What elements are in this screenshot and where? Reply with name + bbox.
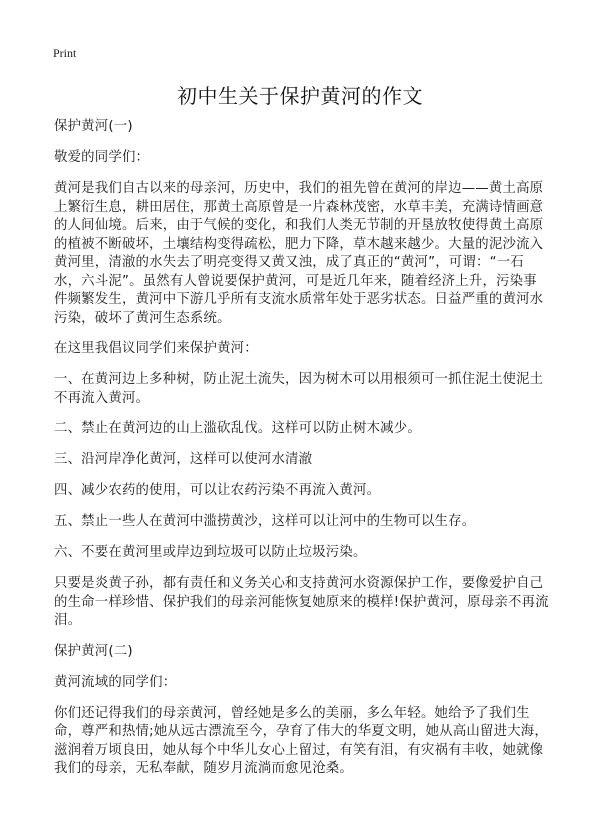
- section-heading-1: 保护黄河(一): [54, 119, 133, 134]
- proposal-item: 一、在黄河边上多种树，防止泥土流失，因为树木可以用根须可一抓住泥土使泥土不再流入黄河。: [54, 372, 544, 406]
- proposal-item: 五、禁止一些人在黄河中滥捞黄沙，这样可以让河中的生物可以生存。: [54, 514, 476, 529]
- proposal-item: 六、不要在黄河里或岸边到垃圾可以防止垃圾污染。: [54, 545, 367, 560]
- document-body: [54, 118, 550, 791]
- greeting-2: 黄河流域的同学们：: [54, 674, 177, 690]
- proposal-item: 四、减少农药的使用，可以让农药污染不再流入黄河。: [54, 483, 381, 498]
- proposal-item: 三、沿河岸净化黄河，这样可以使河水清澈: [54, 452, 313, 467]
- print-label: Print: [53, 46, 77, 60]
- intro-paragraph: 黄河是我们自古以来的母亲河，历史中，我们的祖先曾在黄河的岸边——黄土高原上繁衍生息，耕田居住，那黄土高原曾是一片森林茂密，水草丰美，充满诗情画意的人间仙境。后来，由于气候的变化，和我们人类无节制的开垦放牧使得黄土高原的植被不断破坏，土壤结构变得疏松，肥力下降，草木越来越少。大量的泥沙流入黄河里，清澈的水失去了明亮变得又黄又浊，成了真正的“黄河”，可谓：“一石水，六斗泥”。虽然有人曾说要保护黄河，可是近几年来，随着经济上升，污染事件频繁发生，黄河中下游几乎所有支流水质常年处于恶劣状态。日益严重的黄河水污染，破坏了黄河生态系统。: [54, 181, 544, 326]
- closing-paragraph: 只要是炎黄子孙，都有责任和义务关心和支持黄河水资源保护工作，要像爱护自己的生命一样珍惜、保护我们的母亲河能恢复她原来的模样!保护黄河，原母亲不再流泪。: [54, 576, 549, 628]
- section-heading-2: 保护黄河(二): [54, 643, 133, 659]
- greeting-1: 敬爱的同学们：: [54, 150, 150, 165]
- proposal-item: 二、禁止在黄河边的山上滥砍乱伐。这样可以防止树木减少。: [54, 421, 421, 436]
- proposal-lead: 在这里我倡议同学们来保护黄河：: [54, 341, 258, 356]
- page-title: 初中生关于保护黄河的作文: [177, 84, 423, 108]
- body-paragraph-2: 你们还记得我们的母亲黄河，曾经她是多么的美丽，多么年轻。她给予了我们生命，尊严和热情;她从远古漂流至今，孕育了伟大的华夏文明，她从高山留进大海，滋润着万顷良田，她从每个中华儿女心上留过，有笑有泪，有灾祸有丰收，她就像我们的母亲，无私奉献，随岁月流淌而愈见沧桑。: [54, 705, 548, 776]
